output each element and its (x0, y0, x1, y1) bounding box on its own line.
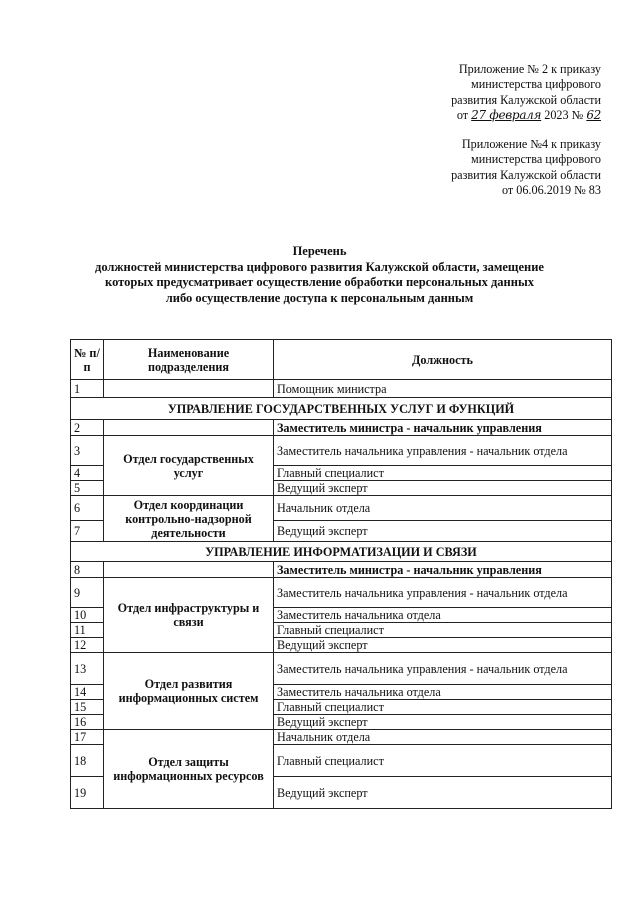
table-row (71, 730, 612, 745)
title-line2: которых предусматривает осуществление обработки персональных данных (105, 275, 534, 290)
dept-control: Отдел координации контрольно-надзорной деятельности (104, 496, 274, 542)
row-position: Главный специалист (274, 745, 612, 777)
row-num: 17 (71, 730, 104, 745)
table-row (71, 496, 612, 521)
row-position: Заместитель начальника отдела (274, 608, 612, 623)
section-row (71, 542, 612, 562)
row-position: Заместитель начальника управления - начальник отдела (274, 578, 612, 608)
row-num: 4 (71, 466, 104, 481)
appendix-current-line3: развития Калужской области (451, 92, 601, 107)
header-department: Наименование подразделения (104, 340, 274, 380)
table-header-row (71, 340, 612, 380)
row-num: 16 (71, 715, 104, 730)
row-department-empty (104, 562, 274, 578)
table-row (71, 420, 612, 436)
title-line1: должностей министерства цифрового развития Калужской области, замещение (95, 259, 544, 274)
row-num: 7 (71, 521, 104, 542)
dept-infrastructure: Отдел инфраструктуры и связи (104, 578, 274, 653)
date-year: 2023 (544, 108, 569, 123)
row-num: 19 (71, 777, 104, 809)
row-position: Ведущий эксперт (274, 777, 612, 809)
row-num: 10 (71, 608, 104, 623)
section-row (71, 398, 612, 420)
appendix-current-line2: министерства цифрового (471, 77, 601, 92)
row-position: Заместитель начальника управления - начальник отдела (274, 653, 612, 685)
row-num: 5 (71, 481, 104, 496)
appendix-current (451, 62, 601, 124)
table-row (71, 380, 612, 398)
row-position: Заместитель начальника управления - начальник отдела (274, 436, 612, 466)
section-gov-services: УПРАВЛЕНИЕ ГОСУДАРСТВЕННЫХ УСЛУГ И ФУНКЦИЙ (71, 398, 612, 420)
row-num: 14 (71, 685, 104, 700)
row-position: Начальник отдела (274, 496, 612, 521)
row-num: 15 (71, 700, 104, 715)
row-position: Заместитель начальника отдела (274, 685, 612, 700)
row-num: 13 (71, 653, 104, 685)
appendix-current-line1: Приложение № 2 к приказу (458, 62, 601, 76)
row-position: Ведущий эксперт (274, 481, 612, 496)
appendix-original-line3: развития Калужской области (451, 167, 601, 182)
section-informatization: УПРАВЛЕНИЕ ИНФОРМАТИЗАЦИИ И СВЯЗИ (71, 542, 612, 562)
table-row (71, 436, 612, 466)
row-num: 8 (71, 562, 104, 578)
header-num: № п/п (71, 340, 104, 380)
number-prefix: № (571, 108, 584, 123)
appendix-original-line1: Приложение №4 к приказу (461, 137, 601, 151)
handwritten-date: 27 февраля (471, 108, 542, 123)
row-num: 1 (71, 380, 104, 398)
appendix-original (451, 137, 601, 199)
row-num: 9 (71, 578, 104, 608)
row-department-empty (104, 380, 274, 398)
table-row (71, 562, 612, 578)
row-num: 2 (71, 420, 104, 436)
row-position: Ведущий эксперт (274, 638, 612, 653)
row-num: 11 (71, 623, 104, 638)
row-num: 18 (71, 745, 104, 777)
document-title (0, 244, 639, 306)
row-num: 12 (71, 638, 104, 653)
row-num: 3 (71, 436, 104, 466)
appendix-original-line2: министерства цифрового (471, 152, 601, 167)
appendix-current-date-line (451, 108, 601, 123)
dept-gov-services: Отдел государственных услуг (104, 436, 274, 496)
table-row (71, 653, 612, 685)
dept-info-security: Отдел защиты информационных ресурсов (104, 730, 274, 809)
row-num: 6 (71, 496, 104, 521)
row-position: Главный специалист (274, 700, 612, 715)
row-position: Главный специалист (274, 623, 612, 638)
row-position: Ведущий эксперт (274, 521, 612, 542)
row-position: Заместитель министра - начальник управления (274, 420, 612, 436)
title-line3: либо осуществление доступа к персональным данным (165, 290, 474, 305)
table-row (71, 578, 612, 608)
handwritten-number: 62 (586, 108, 601, 123)
positions-table (70, 339, 612, 809)
header-position: Должность (274, 340, 612, 380)
row-position: Ведущий эксперт (274, 715, 612, 730)
row-position: Заместитель министра - начальник управления (274, 562, 612, 578)
row-department-empty (104, 420, 274, 436)
title-heading: Перечень (292, 244, 347, 258)
row-position: Главный специалист (274, 466, 612, 481)
row-position: Помощник министра (274, 380, 612, 398)
appendix-original-line4: от 06.06.2019 № 83 (501, 183, 601, 198)
dept-info-systems: Отдел развития информационных систем (104, 653, 274, 730)
date-prefix: от (456, 108, 469, 123)
row-position: Начальник отдела (274, 730, 612, 745)
